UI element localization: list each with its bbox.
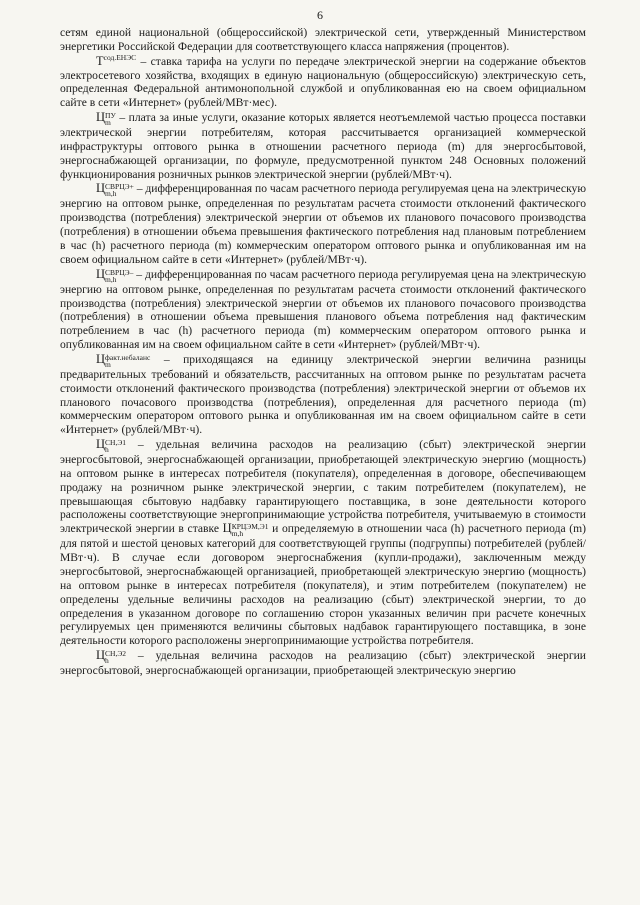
symbol-superscript: сод.ЕНЭС [103, 52, 137, 62]
symbol-letter: Ц [96, 181, 106, 196]
page-number: 6 [317, 8, 323, 22]
symbol-letter: Т [96, 53, 104, 68]
paragraph-text: сетям единой национальной (общероссийской) электрической сети, утвержденный Министерством энергетики Российской Федерации для соответствующего класса напряжения (процентов). [60, 26, 586, 53]
symbol-subscript: m,h [105, 274, 117, 284]
definition-text: – дифференцированная по часам расчетного периода регулируемая цена на электрическую энергию на оптовом рынке, определенная по результатам расчета стоимости отклонений фактического производства (потребления) электрической энергии от объемов их планового почасового производства (потребления) в отношении объема превышения фактического потребления над плановым потреблением в час (h) расчетного периода (m) коммерческим оператором оптового рынка и опубликованная им на своем официальном сайте в сети «Интернет» (рублей/МВт·ч). [60, 182, 586, 266]
formula-symbol [96, 648, 127, 666]
symbol-subscript: m,h [231, 529, 244, 539]
definition-t-sod-enes [60, 52, 586, 110]
formula-symbol [96, 54, 136, 68]
definition-text: – плата за иные услуги, оказание которых является неотъемлемой частью процесса поставки электрической энергии потребителям, которая рассчитывается организацией коммерческой инфраструктуры оптового рынка в отношении расчетного периода (m) для энергосбытовой, энергоснабжающей организации, по формуле, предусмотренной пунктом 248 Основных положений функционирования розничных рынков электрической энергии (рублей/МВт·ч). [60, 111, 586, 181]
definition-c-svrce-plus [60, 182, 586, 266]
definition-text: и определяемую в отношении часа (h) расчетного периода (m) для пятой и шестой ценовых категорий для соответствующей группы (подгруппы) потребителей (рублей/МВт·ч). В случае если договором энергоснабжения (купли-продажи), заключенным между энергосбытовой, энергоснабжающей организацией, приобретающей электрическую энергию (мощность) на оптовом рынке в интересах потребителя (покупателя), и этим потребителем (покупателем) не определены удельные величины расходов на реализацию (сбыт) электрической энергии, то до определения в указанном договоре по соглашению сторон указанных величин при расчете конечных регулируемых цен применяются величины сбытовых надбавок гарантирующего поставщика, в зоне деятельности которого расположены энергопринимающие устройства потребителя. [60, 522, 586, 648]
definition-c-svrce-minus [60, 268, 586, 352]
definition-c-pu [60, 111, 586, 181]
formula-symbol [96, 351, 151, 369]
symbol-letter: Ц [96, 110, 106, 125]
symbol-subscript: m,h [105, 189, 117, 199]
inline-formula-symbol [222, 521, 269, 539]
symbol-superscript: ПУ [105, 111, 116, 121]
formula-symbol [96, 110, 116, 128]
symbol-superscript: СВРЦЭ+ [105, 182, 134, 192]
symbol-superscript: СВРЦЭ– [105, 267, 134, 277]
paragraph-continuation [60, 26, 586, 54]
symbol-superscript: факт.небаланс [105, 352, 151, 362]
definition-c-fakt-nebalans [60, 353, 586, 437]
symbol-subscript: m [105, 118, 111, 128]
definition-c-sn-e2 [60, 649, 586, 678]
definition-text: – приходящаяся на единицу электрической энергии величина разницы предварительных требований и обязательств, рассчитанных на оптовом рынке по результатам расчета стоимости отклонений фактического производства (потребления) электрической энергии от объемов их планового почасового производства (потребления), определенная для расчетного периода (m) коммерческим оператором оптового рынка и опубликованная им на своем официальном сайте в сети «Интернет» (рублей/МВт·ч). [60, 352, 586, 437]
formula-symbol [96, 266, 134, 284]
document-body [60, 26, 586, 678]
definition-text-before: – удельная величина расходов на реализацию (сбыт) электрической энергии энергосбытовой, энергоснабжающей организации, приобретающей электрическую энергию (мощность) на оптовом рынке в интересах потребителя (покупателя), определенная в договоре, обеспечивающем продажу на розничном рынке электрической энергии, с таким потребителем (покупателем), не превышающая сбытовую надбавку гарантирующего поставщика, в зоне деятельности которого расположены соответствующие энергопринимающие устройства потребителя, учитываемую в стоимости электрической энергии в ставке [60, 438, 586, 536]
symbol-letter: Ц [222, 521, 232, 536]
symbol-letter: Ц [96, 648, 106, 663]
formula-symbol [96, 181, 134, 199]
definition-c-sn-e1 [60, 438, 586, 648]
formula-symbol [96, 437, 127, 455]
definition-text: – дифференцированная по часам расчетного периода регулируемая цена на электрическую энергию на оптовом рынке, определенная по результатам расчета стоимости отклонений фактического производства (потребления) электрической энергии от объемов их планового почасового производства (потребления) в отношении объема превышения планового объема потребления над фактическим потреблением в час (h) расчетного периода (m) коммерческим оператором оптового рынка и опубликованная им на своем официальном сайте в сети «Интернет» (рублей/МВт·ч). [60, 267, 586, 352]
symbol-subscript: h [105, 445, 109, 455]
definition-text: – удельная величина расходов на реализацию (сбыт) электрической энергии энергосбытовой, энергоснабжающей организации, приобретающей электрическую энергию [60, 649, 586, 678]
symbol-letter: Ц [96, 351, 106, 366]
symbol-subscript: m [105, 359, 111, 369]
symbol-letter: Ц [96, 437, 106, 452]
symbol-letter: Ц [96, 266, 106, 281]
symbol-superscript: СН,Э1 [105, 438, 127, 448]
definition-text: – ставка тарифа на услуги по передаче электрической энергии на содержание объектов электросетевого хозяйства, входящих в единую национальную (общероссийскую) электрическую сеть, определенная Федеральной антимонопольной службой и опубликованная ею на своем официальном сайте в сети «Интернет» (рублей/МВт·мес). [60, 54, 586, 110]
symbol-subscript: h [105, 656, 109, 666]
symbol-superscript: СН,Э2 [105, 649, 127, 659]
symbol-superscript: КРЦЭМ,Э1 [231, 522, 269, 532]
